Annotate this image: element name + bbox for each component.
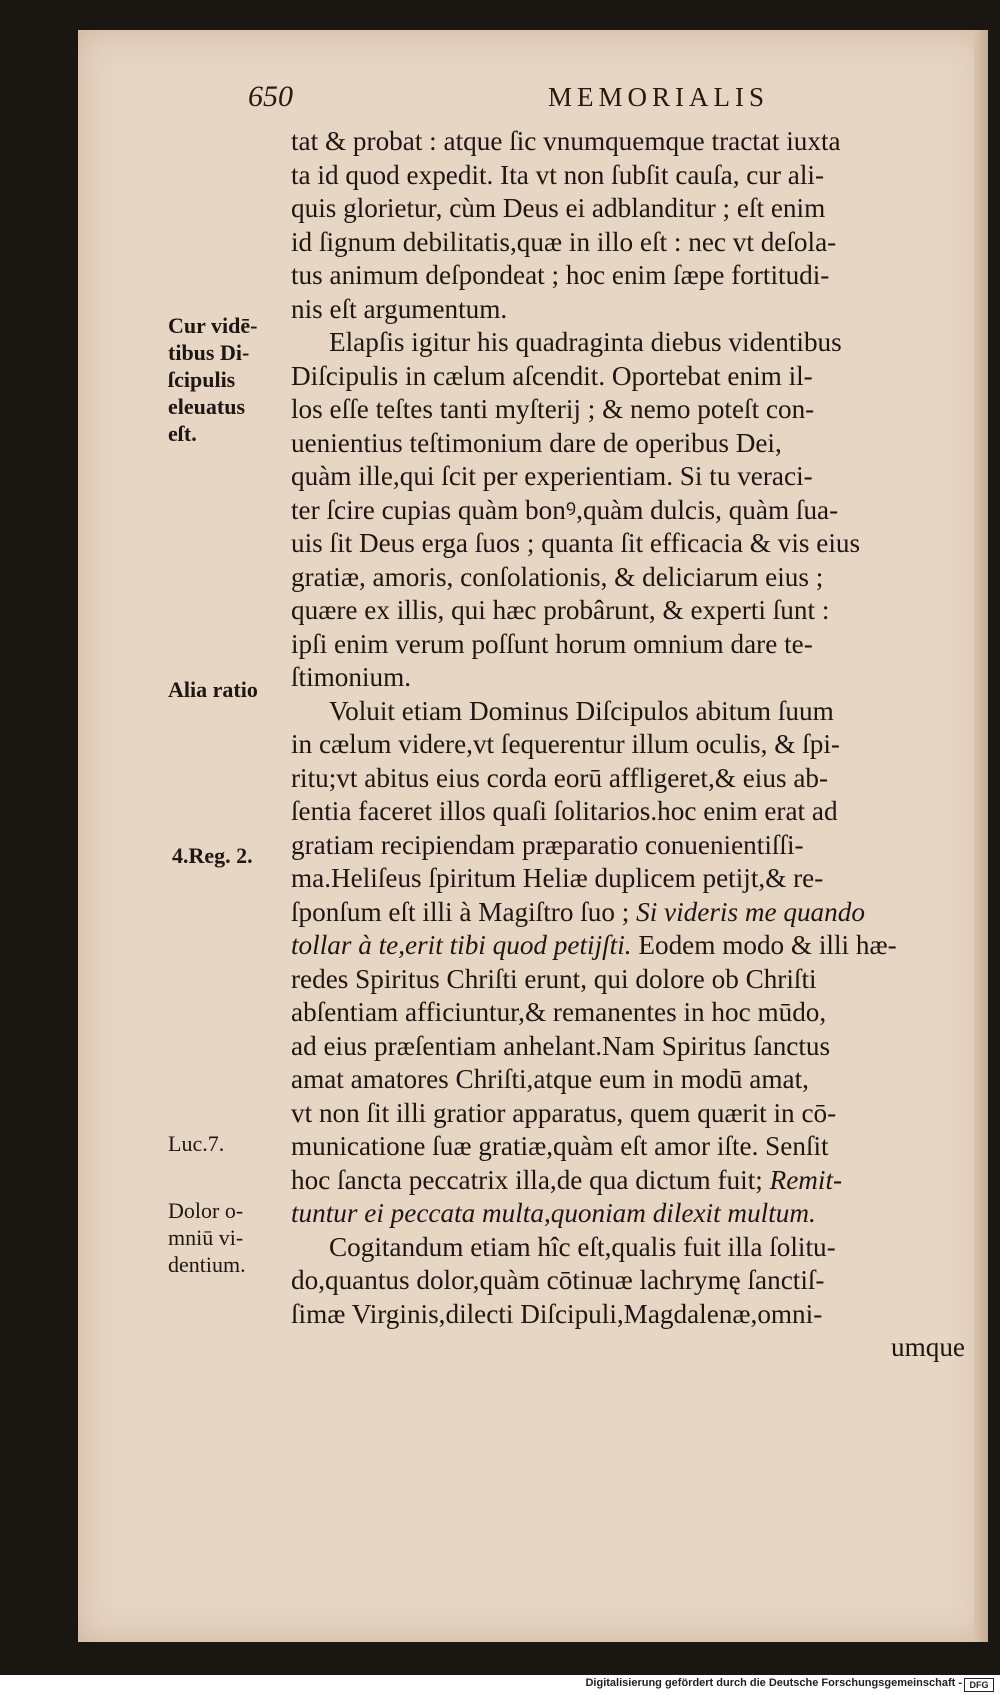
text-line: uenientius teſtimonium dare de operibus Dei, — [291, 427, 782, 458]
marginal-line: Cur vidē- — [168, 313, 258, 338]
text-line: ma.Heliſeus ſpiritum Heliæ duplicem petijt,& re- — [291, 863, 824, 893]
body-text — [291, 125, 975, 1365]
text-line: ta id quod expedit. Ita vt non ſubſit cauſa, cur ali- — [291, 159, 825, 190]
quoted-scripture: tollar à te,erit tibi quod petijſti. — [291, 930, 632, 960]
page-number: 650 — [248, 80, 293, 113]
text-line — [291, 1164, 975, 1198]
text-line: ſtimonium. — [291, 662, 412, 692]
footer-credit: Digitalisierung gefördert durch die Deutsche Forschungsgemeinschaft - — [585, 1677, 962, 1689]
marginal-line: eleuatus — [168, 394, 245, 419]
dfg-logo: DFG — [964, 1678, 994, 1692]
text-line: vt non ſit illi gratior apparatus, quem quærit in cō- — [291, 1097, 837, 1128]
text-line: gratiæ, amoris, conſolationis, & deliciarum eius ; — [291, 561, 824, 592]
running-head: MEMORIALIS — [548, 82, 770, 112]
marginal-note-luc — [168, 1130, 224, 1157]
text-line: Voluit etiam Dominus Diſcipulos abitum ſuum — [329, 695, 834, 726]
catchword: umque — [891, 1332, 965, 1362]
marginal-note-cur — [168, 312, 257, 447]
marginal-line: tibus Di- — [168, 340, 250, 365]
marginal-note-alia — [168, 676, 258, 703]
page-edge — [974, 30, 988, 1642]
marginal-line: Alia ratio — [168, 677, 258, 702]
footer-bar — [0, 1675, 1000, 1695]
text-line — [291, 896, 975, 930]
text-line: gratiam recipiendam præparatio conuenientiſſi- — [291, 829, 804, 860]
marginal-line: dentium. — [168, 1252, 246, 1277]
text-line: id ſignum debilitatis,quæ in illo eſt : nec vt deſola- — [291, 226, 837, 257]
marginal-line: 4.Reg. 2. — [172, 843, 253, 868]
text-line: quære ex illis, qui hæc probârunt, & experti ſunt : — [291, 595, 830, 625]
text-line: abſentiam afficiuntur,& remanentes in hoc mūdo, — [291, 997, 827, 1027]
text-line: do,quantus dolor,quàm cōtinuæ lachrymę ſanctiſ- — [291, 1265, 825, 1295]
text-line: nis eſt argumentum. — [291, 293, 508, 324]
text-line: ſimæ Virginis,dilecti Diſcipuli,Magdalenæ,omni- — [291, 1298, 823, 1329]
marginal-note-reg — [172, 842, 253, 869]
text-line: redes Spiritus Chriſti erunt, qui dolore ob Chriſti — [291, 963, 817, 994]
page-header — [168, 80, 928, 120]
text-line: Elapſis igitur his quadraginta diebus videntibus — [329, 327, 842, 357]
text-line: ad eius præſentiam anhelant.Nam Spiritus ſanctus — [291, 1030, 831, 1061]
text-line: uis ſit Deus erga ſuos ; quanta ſit efficacia & vis eius — [291, 528, 861, 558]
text-line: quis glorietur, cùm Deus ei adblanditur ; eſt enim — [291, 193, 826, 223]
text-line: municatione ſuæ gratiæ,quàm eſt amor iſte. Senſit — [291, 1131, 829, 1161]
text-line: in cælum videre,vt ſequerentur illum oculis, & ſpi- — [291, 729, 840, 759]
text-line: ſentia faceret illos quaſi ſolitarios.hoc enim erat ad — [291, 796, 838, 826]
text-line: Cogitandum etiam hîc eſt,qualis fuit illa ſolitu- — [329, 1231, 836, 1262]
quoted-scripture: Si videris me quando — [636, 896, 865, 927]
text-fragment: hoc ſancta peccatrix illa,de qua dictum fuit; — [291, 1164, 763, 1195]
marginal-line: eſt. — [168, 421, 197, 446]
text-fragment: Eodem modo & illi hæ- — [638, 930, 897, 960]
quoted-scripture: Remit- — [769, 1164, 843, 1195]
text-line: Diſcipulis in cælum aſcendit. Oportebat enim il- — [291, 360, 813, 391]
text-line: ter ſcire cupias quàm bonꝰ,quàm dulcis, quàm ſua- — [291, 494, 839, 525]
marginal-line: Luc.7. — [168, 1131, 225, 1156]
marginal-line: mniū vi- — [168, 1225, 244, 1250]
text-line: quàm ille,qui ſcit per experientiam. Si tu veraci- — [291, 461, 813, 491]
text-line: amat amatores Chriſti,atque eum in modū amat, — [291, 1064, 809, 1094]
text-line: ritu;vt abitus eius corda eorū affligeret,& eius ab- — [291, 762, 829, 793]
marginal-line: Dolor o- — [168, 1198, 244, 1223]
text-line: tus animum deſpondeat ; hoc enim ſæpe fortitudi- — [291, 260, 830, 290]
marginal-note-dolor — [168, 1197, 246, 1278]
text-line: ipſi enim verum poſſunt horum omnium dare te- — [291, 628, 813, 659]
text-fragment: ſponſum eſt illi à Magiſtro ſuo ; — [291, 896, 630, 927]
text-line — [291, 929, 975, 963]
marginal-line: ſcipulis — [168, 367, 236, 392]
text-line: los eſſe teſtes tanti myſterij ; & nemo poteſt con- — [291, 394, 815, 424]
text-line: tat & probat : atque ſic vnumquemque tractat iuxta — [291, 126, 841, 156]
quoted-scripture-line: tuntur ei peccata multa,quoniam dilexit multum. — [291, 1198, 816, 1228]
